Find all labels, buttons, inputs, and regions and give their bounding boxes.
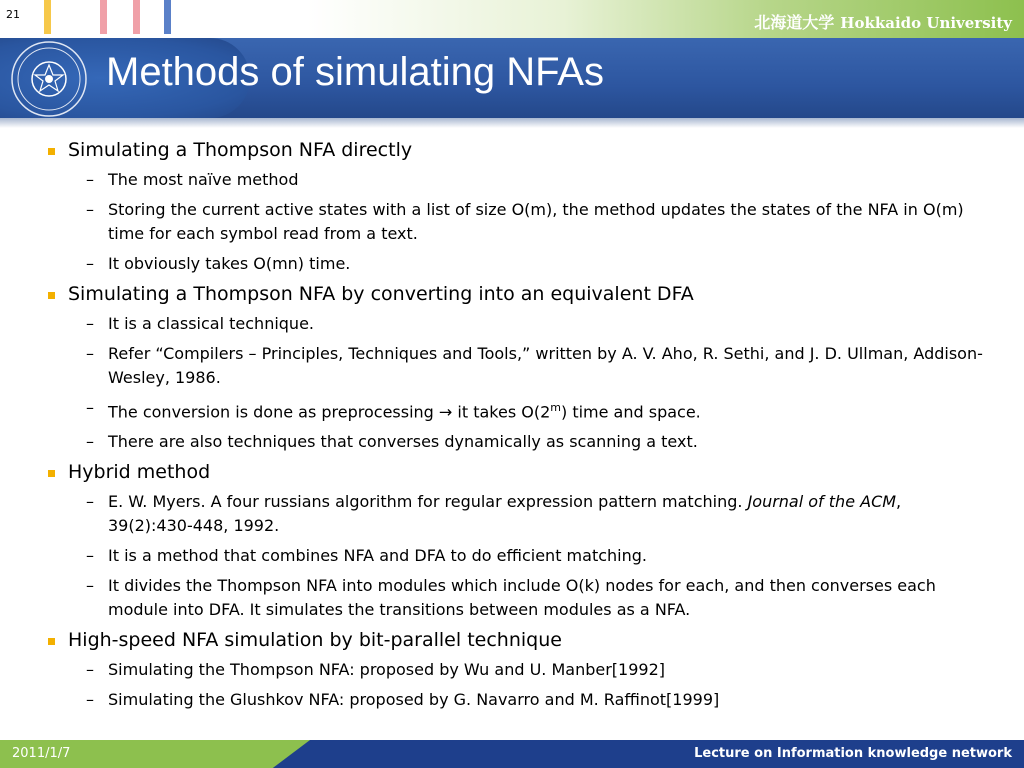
sub-bullet-item: – There are also techniques that converses dynamically as scanning a text.	[86, 432, 698, 452]
sub-bullet-item: – It is a method that combines NFA and DFA to do efficient matching.	[86, 546, 647, 566]
sub-bullet-item: – E. W. Myers. A four russians algorithm for regular expression pattern matching. Journal of the ACM, 39(2):430-448, 1992.	[86, 492, 902, 536]
sub-bullet-text: Simulating the Glushkov NFA: proposed by G. Navarro and M. Raffinot[1999]	[108, 690, 720, 710]
sub-bullet-superscript: m	[550, 401, 561, 414]
sub-bullet-text: It is a classical technique.	[108, 314, 314, 333]
sub-bullet-item: – Simulating the Thompson NFA: proposed by Wu and U. Manber[1992]	[86, 660, 665, 680]
journal-name: Journal of the ACM	[747, 492, 897, 512]
page-number: 21	[6, 8, 20, 21]
sub-bullet-item: – It divides the Thompson NFA into modules which include O(k) nodes for each, and then converses each module into DFA. It simulates the transitions between modules as a NFA.	[86, 576, 936, 620]
sub-bullet-item: – It obviously takes O(mn) time.	[86, 254, 351, 273]
slide-content	[48, 138, 988, 718]
bullet-text: High-speed NFA simulation by bit-parallel technique	[68, 629, 562, 652]
sub-bullet-text: Refer “Compilers – Principles, Techniques and Tools,” written by A. V. Aho, R. Sethi, and J. D. Ullman, Addison-Wesley, 1986.	[108, 344, 983, 387]
sub-bullet-text: It divides the Thompson NFA into modules which include O(k) nodes for each, and then converses each module into DFA. It simulates the transitions between modules as a NFA.	[108, 576, 936, 620]
university-seal-icon	[10, 40, 88, 118]
sub-bullet-text: The conversion is done as preprocessing → it takes O(2	[108, 402, 551, 422]
university-name-jp: 北海道大学	[754, 13, 835, 32]
bullet-item	[48, 282, 988, 306]
sub-bullet-text: The most naïve method	[108, 170, 299, 189]
sub-bullet-item: – Simulating the Glushkov NFA: proposed by G. Navarro and M. Raffinot[1999]	[86, 690, 720, 710]
university-name	[754, 10, 1012, 33]
bullet-text: Simulating a Thompson NFA by converting into an equivalent DFA	[68, 283, 694, 305]
sub-bullet-item: – Refer “Compilers – Principles, Techniques and Tools,” written by A. V. Aho, R. Sethi, and J. D. Ullman, Addison-Wesley, 1986.	[86, 344, 983, 387]
sub-bullet-item: – The conversion is done as preprocessing → it takes O(2$^m$) time and space.	[86, 398, 701, 422]
deco-bar-pink-2	[133, 0, 140, 34]
sub-bullet-text: Storing the current active states with a list of size O(m), the method updates the states of the NFA in O(m) time for each symbol read from a text.	[108, 200, 964, 243]
square-bullet-icon	[48, 148, 55, 155]
bullet-text: Hybrid method	[68, 461, 211, 484]
sub-bullet-text: It obviously takes O(mn) time.	[108, 254, 351, 273]
bullet-item	[48, 138, 988, 162]
footer-course-title: Lecture on Information knowledge network	[694, 746, 1012, 761]
square-bullet-icon	[48, 638, 55, 645]
sub-bullet-item: – Storing the current active states with a list of size O(m), the method updates the states of the NFA in O(m) time for each symbol read from a text.	[86, 200, 964, 243]
deco-bar-yellow	[44, 0, 51, 34]
bullet-item	[48, 460, 988, 484]
square-bullet-icon	[48, 292, 55, 299]
title-bar-shadow	[0, 118, 1024, 128]
sub-bullet-text-tail: ) time and space.	[560, 402, 701, 422]
bullet-item	[48, 628, 988, 652]
sub-bullet-item: – It is a classical technique.	[86, 314, 314, 333]
sub-bullet-text-tail: , 39(2):430-448, 1992.	[108, 492, 902, 536]
deco-bar-blue	[164, 0, 171, 34]
slide-title: Methods of simulating NFAs	[106, 50, 604, 94]
sub-bullet-text: E. W. Myers. A four russians algorithm for regular expression pattern matching.	[108, 492, 748, 512]
sub-bullet-text: There are also techniques that converses dynamically as scanning a text.	[108, 432, 698, 452]
bullet-text: Simulating a Thompson NFA directly	[68, 139, 413, 161]
sub-bullet-text: It is a method that combines NFA and DFA to do efficient matching.	[108, 546, 647, 566]
square-bullet-icon	[48, 470, 55, 477]
footer-date: 2011/1/7	[12, 746, 71, 761]
university-name-en: Hokkaido University	[840, 14, 1012, 32]
deco-bar-pink-1	[100, 0, 107, 34]
sub-bullet-item: – The most naïve method	[86, 170, 299, 189]
sub-bullet-text: Simulating the Thompson NFA: proposed by Wu and U. Manber[1992]	[108, 660, 665, 680]
